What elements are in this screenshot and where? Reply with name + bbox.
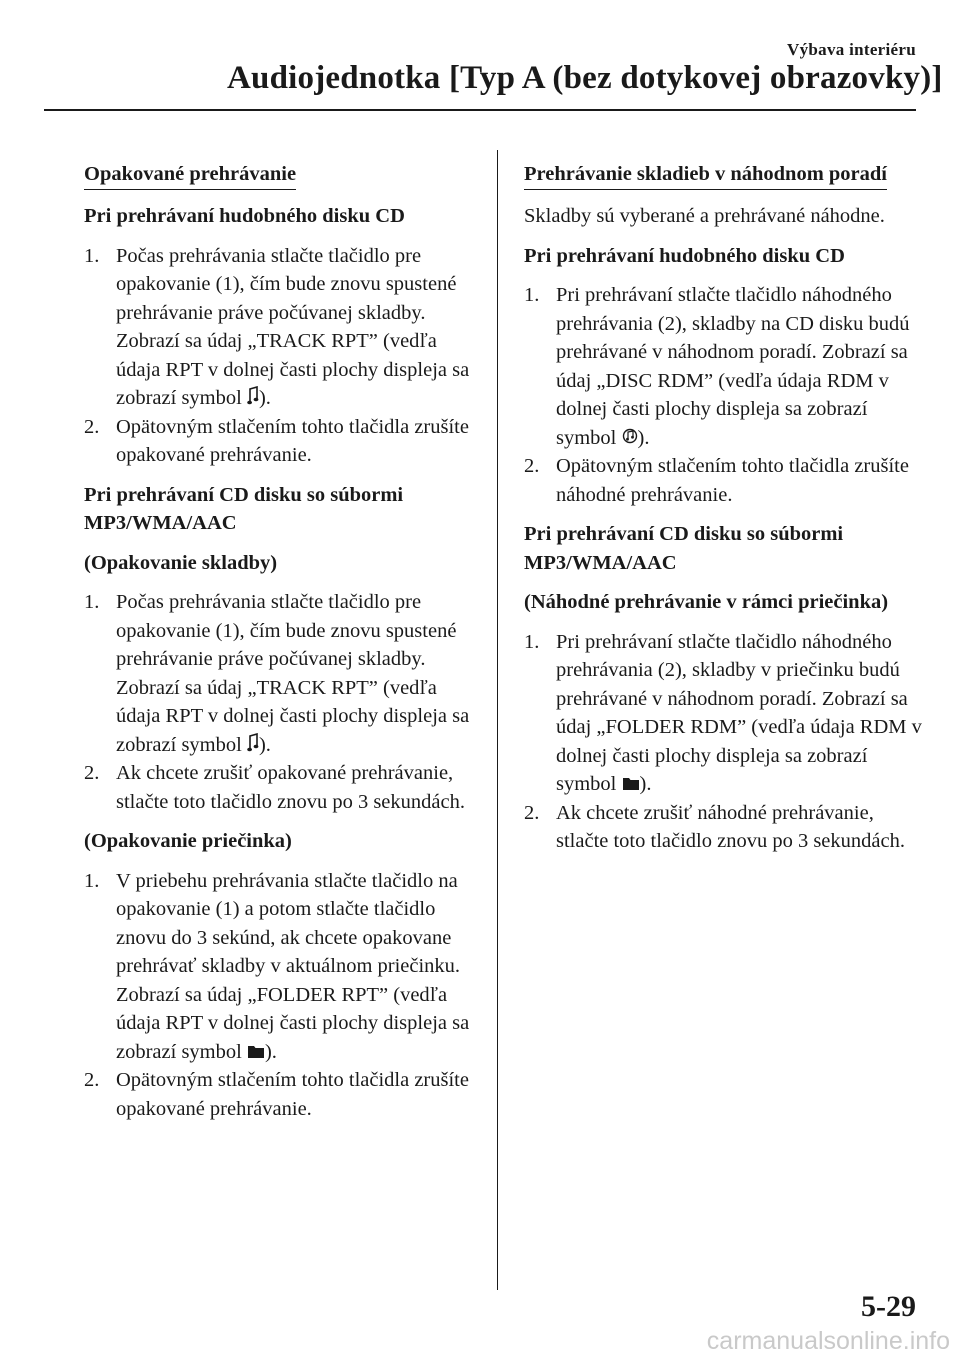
step-number: 1. <box>524 630 540 653</box>
subheading-mp3: Pri prehrávaní CD disku so súbormi MP3/WMA/AAC <box>524 523 844 574</box>
folder-icon <box>622 774 640 792</box>
intro-text: Skladby sú vyberané a prehrávané náhodne. <box>524 205 885 227</box>
step-number: 2. <box>84 1069 100 1091</box>
column-divider <box>497 150 498 1290</box>
step-item <box>524 799 924 856</box>
step-text: Ak chcete zrušiť opakované prehrávanie, stlačte toto tlačidlo znovu po 3 sekundách. <box>116 762 465 813</box>
step-number: 1. <box>84 244 100 267</box>
step-number: 2. <box>84 762 100 784</box>
step-item <box>524 628 924 799</box>
steps-folder-random <box>524 628 924 856</box>
step-item <box>84 1066 479 1123</box>
step-item <box>84 867 479 1067</box>
watermark: carmanualsonline.info <box>706 1327 950 1355</box>
subheading-folder-repeat: (Opakovanie priečinka) <box>84 830 292 852</box>
repeat-note-icon <box>247 733 259 753</box>
step-number: 1. <box>524 284 540 306</box>
step-number: 2. <box>84 415 100 438</box>
right-column <box>524 160 924 867</box>
step-item <box>84 759 479 816</box>
step-item <box>84 588 479 759</box>
steps-random-cd <box>524 281 924 509</box>
step-text: Ak chcete zrušiť náhodné prehrávanie, stlačte toto tlačidlo znovu po 3 sekundách. <box>556 801 905 852</box>
step-text-end: ). <box>637 426 650 449</box>
subheading-track-repeat: (Opakovanie skladby) <box>84 551 278 574</box>
subheading-mp3: Pri prehrávaní CD disku so súbormi MP3/WMA/AAC <box>84 483 404 534</box>
step-text: Opätovným stlačením tohto tlačidla zrušíte opakované prehrávanie. <box>116 1069 469 1120</box>
page-number: 5-29 <box>861 1290 916 1323</box>
step-text-end: ). <box>258 733 271 756</box>
step-number: 1. <box>84 591 100 613</box>
step-text-end: ). <box>639 773 652 795</box>
step-number: 2. <box>524 801 540 824</box>
step-text: Počas prehrávania stlačte tlačidlo pre opakovanie (1), čím bude znovu spustené prehrávanie práve počúvanej skladby. Zobrazí sa údaj „TRACK RPT” (vedľa údaja RPT v dolnej časti plochy displeja sa zobrazí symbol <box>116 591 470 756</box>
left-column <box>84 160 479 1134</box>
steps-folder-repeat <box>84 867 479 1124</box>
section-heading-repeat: Opakované prehrávanie <box>84 161 296 190</box>
steps-repeat-cd <box>84 242 479 470</box>
header-section-label: Výbava interiéru <box>787 40 916 59</box>
step-number: 1. <box>84 869 100 892</box>
steps-track-repeat <box>84 588 479 816</box>
header-rule <box>44 109 916 111</box>
step-text-end: ). <box>264 1040 277 1063</box>
step-item <box>84 413 479 470</box>
folder-icon <box>247 1042 265 1060</box>
step-text: Počas prehrávania stlačte tlačidlo pre opakovanie (1), čím bude znovu spustené prehrávanie práve počúvanej skladby. Zobrazí sa údaj „TRACK RPT” (vedľa údaja RPT v dolnej časti plochy displeja sa zobrazí symbol <box>116 244 470 409</box>
repeat-note-icon <box>247 386 259 406</box>
subheading-cd: Pri prehrávaní hudobného disku CD <box>84 205 405 227</box>
step-text: V priebehu prehrávania stlačte tlačidlo na opakovanie (1) a potom stlačte tlačidlo znovu do 3 sekúnd, ak chcete opakovane prehrávať skladby v aktuálnom priečinku. Zobrazí sa údaj „FOLDER RPT” (vedľa údaja RPT v dolnej časti plochy displeja sa zobrazí symbol <box>116 869 470 1063</box>
step-text-end: ). <box>258 387 271 409</box>
subheading-cd: Pri prehrávaní hudobného disku CD <box>524 244 845 267</box>
step-item <box>84 242 479 413</box>
step-text: Pri prehrávaní stlačte tlačidlo náhodného prehrávania (2), skladby v priečinku budú prehrávané v náhodnom poradí. Zobrazí sa údaj „FOLDER RDM” (vedľa údaja RDM v dolnej časti plochy displeja sa zobrazí symbol <box>556 630 922 795</box>
subheading-folder-random: (Náhodné prehrávanie v rámci priečinka) <box>524 591 889 613</box>
step-text: Opätovným stlačením tohto tlačidla zrušíte opakované prehrávanie. <box>116 415 469 466</box>
step-item <box>524 452 924 509</box>
step-item <box>524 281 924 452</box>
step-text: Opätovným stlačením tohto tlačidla zrušíte náhodné prehrávanie. <box>556 455 909 506</box>
section-heading-random: Prehrávanie skladieb v náhodnom poradí <box>524 161 887 190</box>
step-text: Pri prehrávaní stlačte tlačidlo náhodného prehrávania (2), skladby na CD disku budú prehrávané v náhodnom poradí. Zobrazí sa údaj „DISC RDM” (vedľa údaja RDM v dolnej časti plochy displeja sa zobrazí symbol <box>556 284 910 449</box>
page-title: Audiojednotka [Typ A (bez dotykovej obrazovky)] <box>227 60 943 96</box>
step-number: 2. <box>524 455 540 477</box>
random-disc-icon <box>622 426 638 446</box>
